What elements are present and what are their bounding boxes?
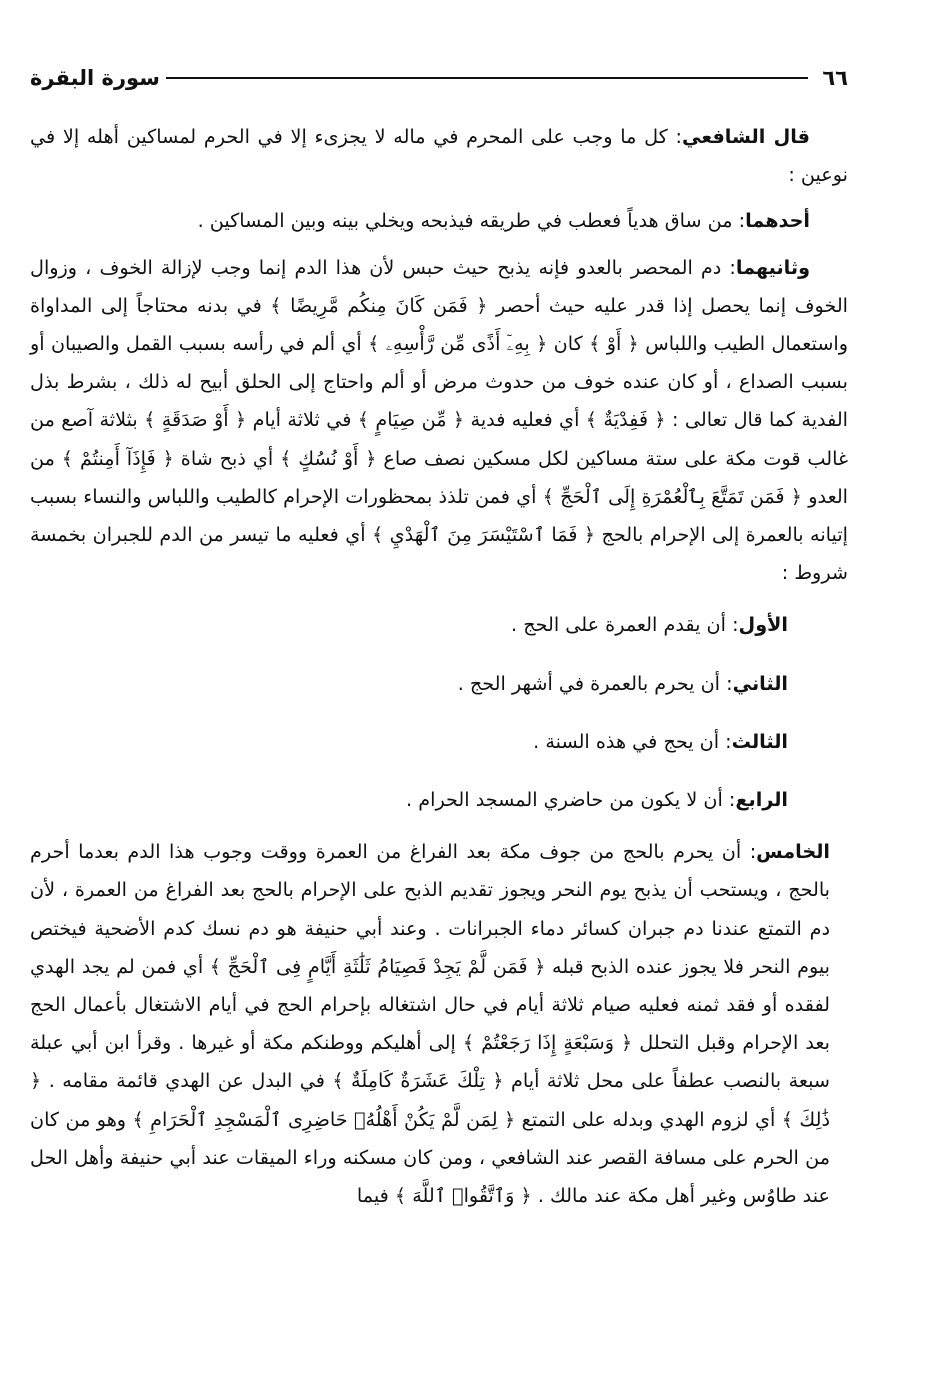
page-number: ٦٦ — [822, 66, 848, 90]
condition-text: : أن يحرم بالعمرة في أشهر الحج . — [457, 671, 733, 695]
paragraph-first-type — [30, 202, 848, 240]
condition-second — [30, 665, 848, 703]
page — [30, 58, 848, 1358]
condition-fifth — [30, 833, 848, 1215]
paragraph-text: : من ساق هدياً فعطب في طريقه فيذبحه ويخلي بينه وبين المساكين . — [197, 209, 746, 233]
condition-lead: الأول — [738, 613, 788, 637]
condition-text: : أن يقدم العمرة على الحج . — [511, 613, 739, 637]
paragraph-lead: وثانيهما — [735, 255, 810, 279]
header-rule — [166, 77, 809, 79]
paragraph-second-type — [30, 249, 848, 593]
condition-fourth — [30, 781, 848, 819]
condition-text: : أن لا يكون من حاضري المسجد الحرام . — [406, 788, 736, 812]
page-header — [30, 58, 848, 98]
condition-lead: الثاني — [732, 671, 788, 695]
paragraph-text: : كل ما وجب على المحرم في ماله لا يجزىء إلا في الحرم لمساكين أهله إلا في نوعين : — [30, 125, 848, 187]
condition-lead: الثالث — [731, 729, 788, 753]
surah-name: سورة البقرة — [30, 66, 160, 90]
paragraph-lead: أحدهما — [745, 209, 810, 233]
paragraph-lead: قال الشافعي — [681, 125, 810, 148]
condition-lead: الرابع — [735, 788, 788, 812]
paragraph-text: : دم المحصر بالعدو فإنه يذبح حيث حبس لأن هذا الدم إنما وجب لإزالة الخوف ، وزوال الخوف إنما يحصل إذا قدر عليه حيث أحصر ﴿ فَمَن كَانَ مِنكُم مَّرِيضًا ﴾ في بدنه محتاجاً إلى المداواة واستعمال الطيب واللباس ﴿ أَوْ ﴾ كان ﴿ بِهِۦٓ أَذًى مِّن رَّأْسِهِۦ ﴾ أي ألم في رأسه بسبب القمل والصيبان أو بسبب الصداع ، أو كان عنده خوف من حدوث مرض أو ألم واحتاج إلى الحلق أبيح له ذلك ، بشرط بذل الفدية كما قال تعالى : ﴿ فَفِدْيَةٌ ﴾ أي فعليه فدية ﴿ مِّن صِيَامٍ ﴾ في ثلاثة أيام ﴿ أَوْ صَدَقَةٍ ﴾ بثلاثة آصع من غالب قوت مكة على ستة مساكين لكل مسكين نصف صاع ﴿ أَوْ نُسُكٍ ﴾ أي ذبح شاة ﴿ فَإِذَآ أَمِنتُمْ ﴾ من العدو ﴿ فَمَن تَمَتَّعَ بِٱلْعُمْرَةِ إِلَى ٱلْحَجِّ ﴾ أي فمن تلذذ بمحظورات الإحرام كالطيب واللباس والنساء بسبب إتيانه بالعمرة إلى الإحرام بالحج ﴿ فَمَا ٱسْتَيْسَرَ مِنَ ٱلْهَدْيِ ﴾ أي فعليه ما تيسر من الدم للجبران بخمسة شروط : — [30, 255, 848, 585]
paragraph-shafii — [30, 118, 848, 194]
page-body — [30, 118, 848, 1215]
condition-first — [30, 606, 848, 644]
condition-lead: الخامس — [756, 840, 830, 864]
condition-third — [30, 723, 848, 761]
condition-text: : أن يحرم بالحج من جوف مكة بعد الفراغ من العمرة ووقت وجوب هذا الدم بعدما أحرم بالحج ، ويستحب أن يذبح يوم النحر ويجوز تقديم الذبح على الإحرام بالحج بعد الفراغ من العمرة ، لأن دم التمتع عندنا دم جبران كسائر دماء الجبرانات . وعند أبي حنيفة هو دم نسك كدم الأضحية فيختص بيوم النحر فلا يجوز عنده الذبح قبله ﴿ فَمَن لَّمْ يَجِدْ فَصِيَامُ ثَلَٰثَةِ أَيَّامٍ فِى ٱلْحَجِّ ﴾ أي فمن لم يجد الهدي لفقده أو فقد ثمنه فعليه صيام ثلاثة أيام في حال اشتغاله بإحرام الحج في أيام الاشتغال بأعمال الحج بعد الإحرام وقبل التحلل ﴿ وَسَبْعَةٍ إِذَا رَجَعْتُمْ ﴾ إلى أهليكم ووطنكم مكة أو غيرها . وقرأ ابن أبي عبلة سبعة بالنصب عطفاً على محل ثلاثة أيام ﴿ تِلْكَ عَشَرَةٌ كَامِلَةٌ ﴾ في البدل عن الهدي قائمة مقامه . ﴿ ذَٰلِكَ ﴾ أي لزوم الهدي وبدله على التمتع ﴿ لِمَن لَّمْ يَكُنْ أَهْلُهُۥ حَاضِرِى ٱلْمَسْجِدِ ٱلْحَرَامِ ﴾ وهو من كان من الحرم على مسافة القصر عند الشافعي ، ومن كان مسكنه وراء الميقات عند أبي حنيفة وأهل الحل عند طاوُس وغير أهل مكة عند مالك . ﴿ وَٱتَّقُوا۟ ٱللَّهَ ﴾ فيما — [30, 840, 830, 1208]
condition-text: : أن يحج في هذه السنة . — [533, 729, 732, 753]
